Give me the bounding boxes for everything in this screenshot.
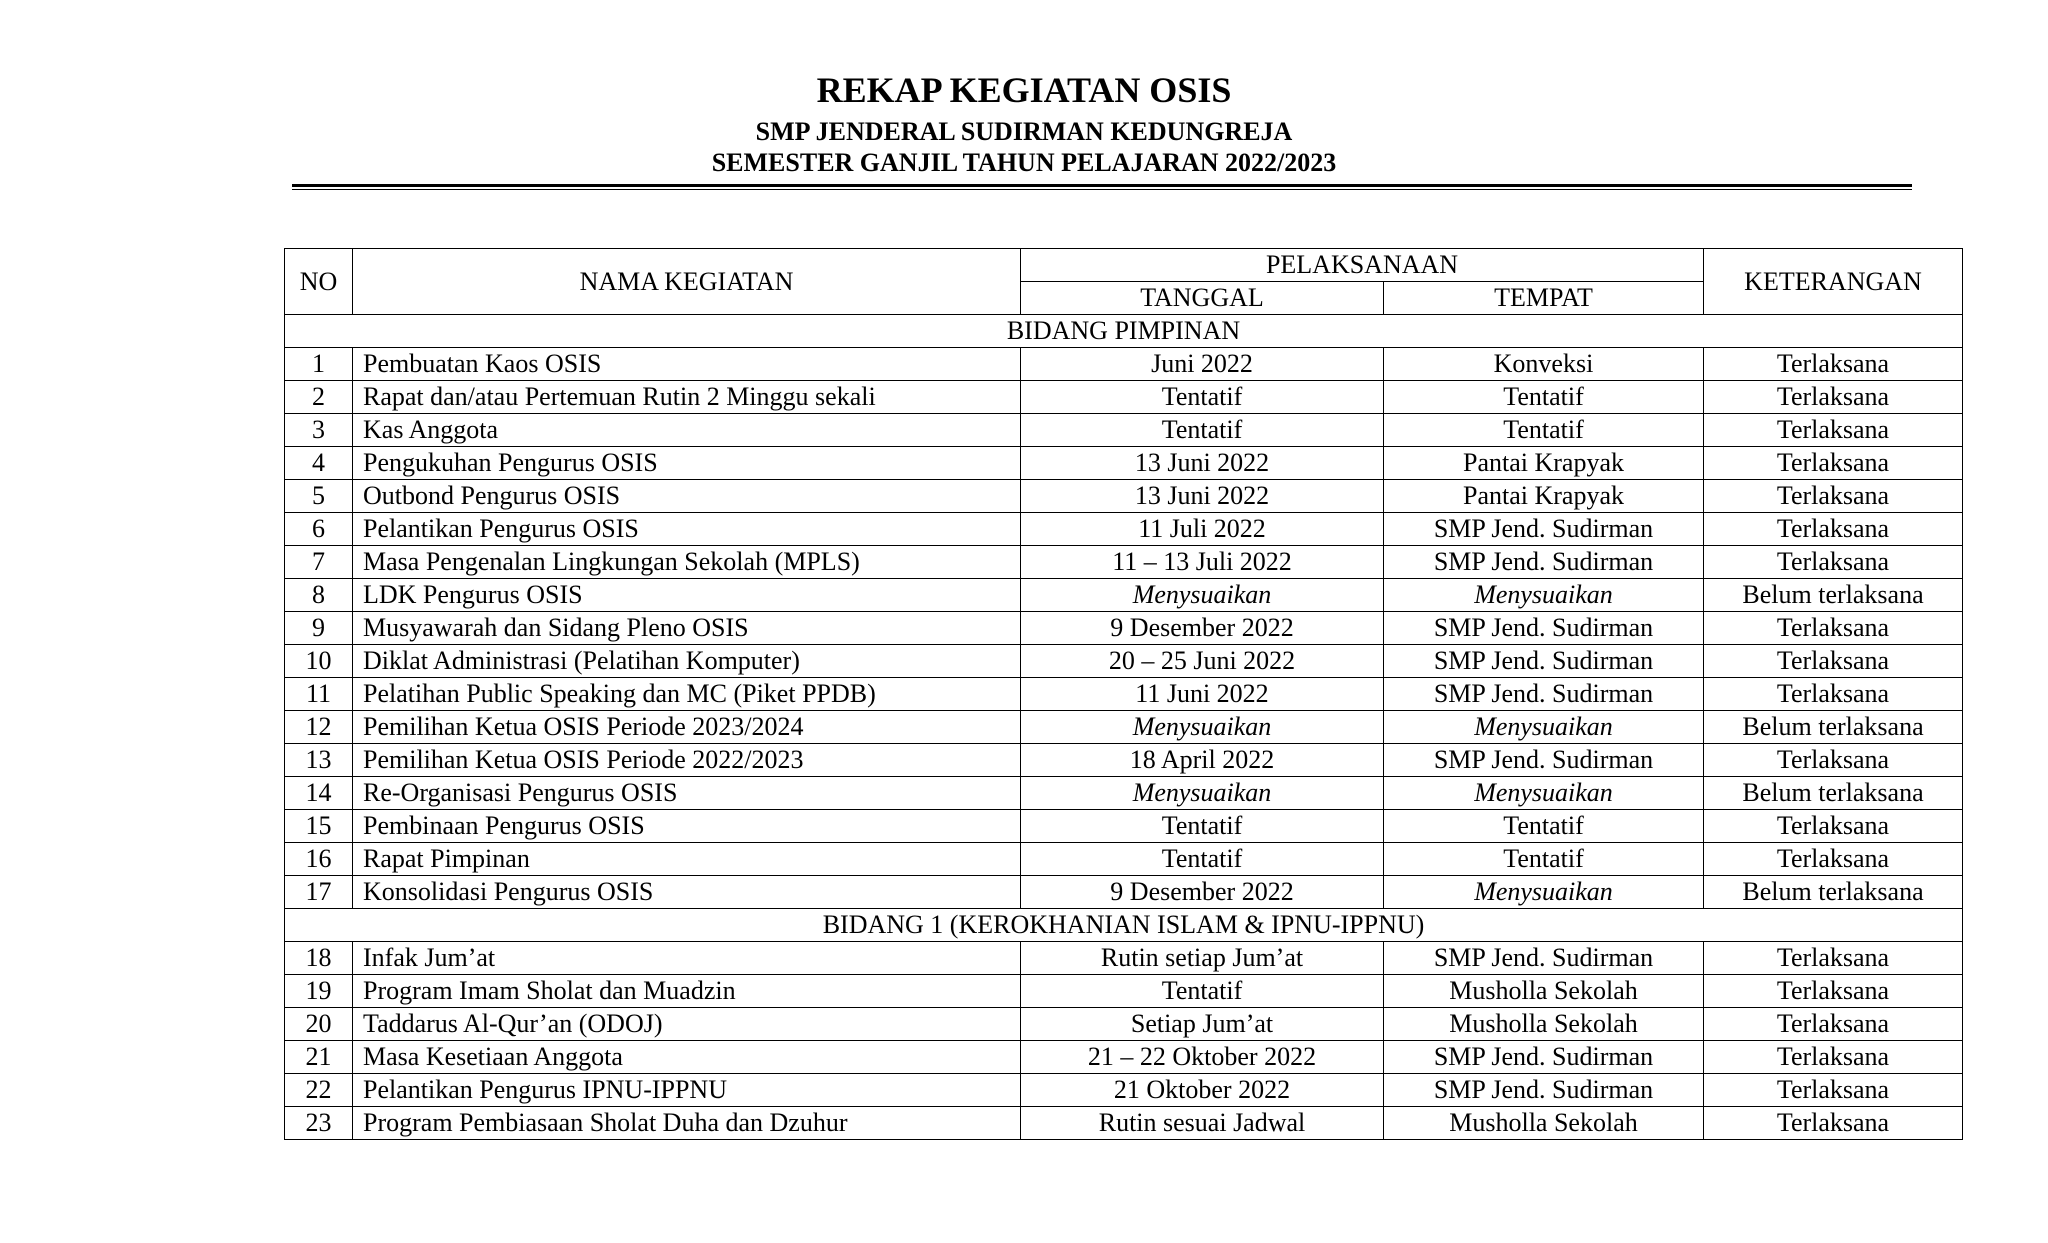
cell-tanggal: 20 – 25 Juni 2022 — [1021, 645, 1384, 678]
activity-table — [284, 248, 1963, 1140]
cell-nama-kegiatan: Masa Pengenalan Lingkungan Sekolah (MPLS) — [353, 546, 1021, 579]
cell-tanggal: Tentatif — [1021, 810, 1384, 843]
cell-nama-kegiatan: Taddarus Al-Qur’an (ODOJ) — [353, 1008, 1021, 1041]
cell-tempat: SMP Jend. Sudirman — [1384, 1074, 1704, 1107]
header-tanggal: TANGGAL — [1021, 282, 1384, 315]
cell-tanggal: Tentatif — [1021, 975, 1384, 1008]
table-row — [285, 1008, 1963, 1041]
cell-nama-kegiatan: Masa Kesetiaan Anggota — [353, 1041, 1021, 1074]
document-title: REKAP KEGIATAN OSIS — [816, 70, 1232, 110]
cell-keterangan: Terlaksana — [1704, 612, 1963, 645]
cell-keterangan: Terlaksana — [1704, 942, 1963, 975]
cell-no: 1 — [285, 348, 353, 381]
cell-no: 14 — [285, 777, 353, 810]
cell-keterangan: Belum terlaksana — [1704, 876, 1963, 909]
header-pelaksanaan: PELAKSANAAN — [1021, 249, 1704, 282]
cell-no: 18 — [285, 942, 353, 975]
cell-nama-kegiatan: Pembuatan Kaos OSIS — [353, 348, 1021, 381]
cell-tanggal: Tentatif — [1021, 843, 1384, 876]
cell-no: 7 — [285, 546, 353, 579]
cell-tanggal: Menysuaikan — [1021, 579, 1384, 612]
section-title: BIDANG PIMPINAN — [285, 315, 1963, 348]
cell-keterangan: Belum terlaksana — [1704, 579, 1963, 612]
cell-keterangan: Terlaksana — [1704, 480, 1963, 513]
cell-no: 10 — [285, 645, 353, 678]
cell-keterangan: Terlaksana — [1704, 645, 1963, 678]
header-keterangan: KETERANGAN — [1704, 249, 1963, 315]
section-row — [285, 909, 1963, 942]
cell-keterangan: Terlaksana — [1704, 744, 1963, 777]
cell-tanggal: Menysuaikan — [1021, 711, 1384, 744]
cell-tanggal: 11 – 13 Juli 2022 — [1021, 546, 1384, 579]
cell-keterangan: Terlaksana — [1704, 414, 1963, 447]
cell-nama-kegiatan: Rapat Pimpinan — [353, 843, 1021, 876]
table-row — [285, 711, 1963, 744]
cell-no: 11 — [285, 678, 353, 711]
cell-nama-kegiatan: LDK Pengurus OSIS — [353, 579, 1021, 612]
table-row — [285, 381, 1963, 414]
cell-tanggal: Setiap Jum’at — [1021, 1008, 1384, 1041]
table-row — [285, 810, 1963, 843]
cell-keterangan: Terlaksana — [1704, 810, 1963, 843]
cell-tanggal: 9 Desember 2022 — [1021, 876, 1384, 909]
cell-tempat: SMP Jend. Sudirman — [1384, 612, 1704, 645]
cell-no: 13 — [285, 744, 353, 777]
cell-tempat: SMP Jend. Sudirman — [1384, 645, 1704, 678]
cell-no: 23 — [285, 1107, 353, 1140]
cell-no: 5 — [285, 480, 353, 513]
cell-tanggal: Tentatif — [1021, 381, 1384, 414]
cell-tempat: Tentatif — [1384, 810, 1704, 843]
table-row — [285, 645, 1963, 678]
cell-tanggal: 21 Oktober 2022 — [1021, 1074, 1384, 1107]
cell-no: 21 — [285, 1041, 353, 1074]
cell-no: 8 — [285, 579, 353, 612]
table-row — [285, 1041, 1963, 1074]
cell-nama-kegiatan: Program Imam Sholat dan Muadzin — [353, 975, 1021, 1008]
cell-tempat: Musholla Sekolah — [1384, 1008, 1704, 1041]
cell-no: 4 — [285, 447, 353, 480]
cell-keterangan: Terlaksana — [1704, 348, 1963, 381]
cell-keterangan: Terlaksana — [1704, 381, 1963, 414]
cell-nama-kegiatan: Pemilihan Ketua OSIS Periode 2022/2023 — [353, 744, 1021, 777]
cell-keterangan: Terlaksana — [1704, 447, 1963, 480]
header-tempat: TEMPAT — [1384, 282, 1704, 315]
table-row — [285, 414, 1963, 447]
cell-tanggal: 18 April 2022 — [1021, 744, 1384, 777]
table-row — [285, 1107, 1963, 1140]
section-title: BIDANG 1 (KEROKHANIAN ISLAM & IPNU-IPPNU) — [285, 909, 1963, 942]
cell-nama-kegiatan: Rapat dan/atau Pertemuan Rutin 2 Minggu sekali — [353, 381, 1021, 414]
table-row — [285, 744, 1963, 777]
cell-tempat: Tentatif — [1384, 414, 1704, 447]
header-nama-kegiatan: NAMA KEGIATAN — [353, 249, 1021, 315]
table-row — [285, 612, 1963, 645]
cell-keterangan: Terlaksana — [1704, 546, 1963, 579]
table-row — [285, 876, 1963, 909]
cell-tempat: Konveksi — [1384, 348, 1704, 381]
cell-no: 17 — [285, 876, 353, 909]
cell-tanggal: Juni 2022 — [1021, 348, 1384, 381]
section-row — [285, 315, 1963, 348]
cell-keterangan: Terlaksana — [1704, 1074, 1963, 1107]
cell-tempat: SMP Jend. Sudirman — [1384, 678, 1704, 711]
table-header — [285, 249, 1963, 315]
cell-nama-kegiatan: Pemilihan Ketua OSIS Periode 2023/2024 — [353, 711, 1021, 744]
cell-tempat: SMP Jend. Sudirman — [1384, 546, 1704, 579]
cell-tempat: Pantai Krapyak — [1384, 480, 1704, 513]
cell-tanggal: Tentatif — [1021, 414, 1384, 447]
cell-tempat: SMP Jend. Sudirman — [1384, 513, 1704, 546]
cell-keterangan: Terlaksana — [1704, 975, 1963, 1008]
cell-tempat: SMP Jend. Sudirman — [1384, 1041, 1704, 1074]
cell-tanggal: 21 – 22 Oktober 2022 — [1021, 1041, 1384, 1074]
cell-keterangan: Belum terlaksana — [1704, 711, 1963, 744]
cell-no: 3 — [285, 414, 353, 447]
cell-no: 12 — [285, 711, 353, 744]
table-row — [285, 546, 1963, 579]
cell-tanggal: 11 Juli 2022 — [1021, 513, 1384, 546]
table-body — [285, 315, 1963, 1140]
cell-tanggal: 9 Desember 2022 — [1021, 612, 1384, 645]
cell-keterangan: Terlaksana — [1704, 678, 1963, 711]
cell-nama-kegiatan: Outbond Pengurus OSIS — [353, 480, 1021, 513]
cell-tempat: Menysuaikan — [1384, 579, 1704, 612]
cell-tempat: SMP Jend. Sudirman — [1384, 942, 1704, 975]
cell-tanggal: 11 Juni 2022 — [1021, 678, 1384, 711]
cell-no: 6 — [285, 513, 353, 546]
cell-keterangan: Belum terlaksana — [1704, 777, 1963, 810]
cell-keterangan: Terlaksana — [1704, 843, 1963, 876]
cell-tempat: Menysuaikan — [1384, 711, 1704, 744]
cell-tempat: Menysuaikan — [1384, 876, 1704, 909]
header-divider-thick — [292, 184, 1912, 187]
cell-keterangan: Terlaksana — [1704, 1008, 1963, 1041]
school-name: SMP JENDERAL SUDIRMAN KEDUNGREJA — [755, 117, 1293, 146]
cell-nama-kegiatan: Pembinaan Pengurus OSIS — [353, 810, 1021, 843]
cell-tanggal: Menysuaikan — [1021, 777, 1384, 810]
cell-tempat: Pantai Krapyak — [1384, 447, 1704, 480]
cell-no: 15 — [285, 810, 353, 843]
cell-tempat: Tentatif — [1384, 843, 1704, 876]
cell-tempat: Musholla Sekolah — [1384, 975, 1704, 1008]
cell-nama-kegiatan: Program Pembiasaan Sholat Duha dan Dzuhur — [353, 1107, 1021, 1140]
cell-no: 19 — [285, 975, 353, 1008]
cell-tempat: Tentatif — [1384, 381, 1704, 414]
cell-tempat: SMP Jend. Sudirman — [1384, 744, 1704, 777]
table-row — [285, 447, 1963, 480]
header-no: NO — [285, 249, 353, 315]
cell-nama-kegiatan: Pengukuhan Pengurus OSIS — [353, 447, 1021, 480]
cell-keterangan: Terlaksana — [1704, 1041, 1963, 1074]
cell-nama-kegiatan: Pelatihan Public Speaking dan MC (Piket PPDB) — [353, 678, 1021, 711]
cell-nama-kegiatan: Re-Organisasi Pengurus OSIS — [353, 777, 1021, 810]
table-row — [285, 942, 1963, 975]
cell-nama-kegiatan: Diklat Administrasi (Pelatihan Komputer) — [353, 645, 1021, 678]
cell-tempat: Musholla Sekolah — [1384, 1107, 1704, 1140]
cell-nama-kegiatan: Pelantikan Pengurus OSIS — [353, 513, 1021, 546]
cell-nama-kegiatan: Infak Jum’at — [353, 942, 1021, 975]
cell-nama-kegiatan: Musyawarah dan Sidang Pleno OSIS — [353, 612, 1021, 645]
table-row — [285, 1074, 1963, 1107]
cell-nama-kegiatan: Konsolidasi Pengurus OSIS — [353, 876, 1021, 909]
table-row — [285, 678, 1963, 711]
cell-tanggal: 13 Juni 2022 — [1021, 480, 1384, 513]
table-row — [285, 480, 1963, 513]
semester-heading: SEMESTER GANJIL TAHUN PELAJARAN 2022/2023 — [711, 148, 1337, 177]
table-row — [285, 975, 1963, 1008]
cell-nama-kegiatan: Kas Anggota — [353, 414, 1021, 447]
table-row — [285, 579, 1963, 612]
cell-no: 22 — [285, 1074, 353, 1107]
cell-keterangan: Terlaksana — [1704, 1107, 1963, 1140]
header-divider-thin — [292, 189, 1912, 190]
cell-no: 16 — [285, 843, 353, 876]
cell-tempat: Menysuaikan — [1384, 777, 1704, 810]
cell-no: 2 — [285, 381, 353, 414]
table-row — [285, 513, 1963, 546]
cell-keterangan: Terlaksana — [1704, 513, 1963, 546]
table-row — [285, 348, 1963, 381]
cell-no: 20 — [285, 1008, 353, 1041]
cell-tanggal: Rutin setiap Jum’at — [1021, 942, 1384, 975]
table-row — [285, 843, 1963, 876]
cell-tanggal: Rutin sesuai Jadwal — [1021, 1107, 1384, 1140]
cell-nama-kegiatan: Pelantikan Pengurus IPNU-IPPNU — [353, 1074, 1021, 1107]
table-row — [285, 777, 1963, 810]
cell-no: 9 — [285, 612, 353, 645]
cell-tanggal: 13 Juni 2022 — [1021, 447, 1384, 480]
